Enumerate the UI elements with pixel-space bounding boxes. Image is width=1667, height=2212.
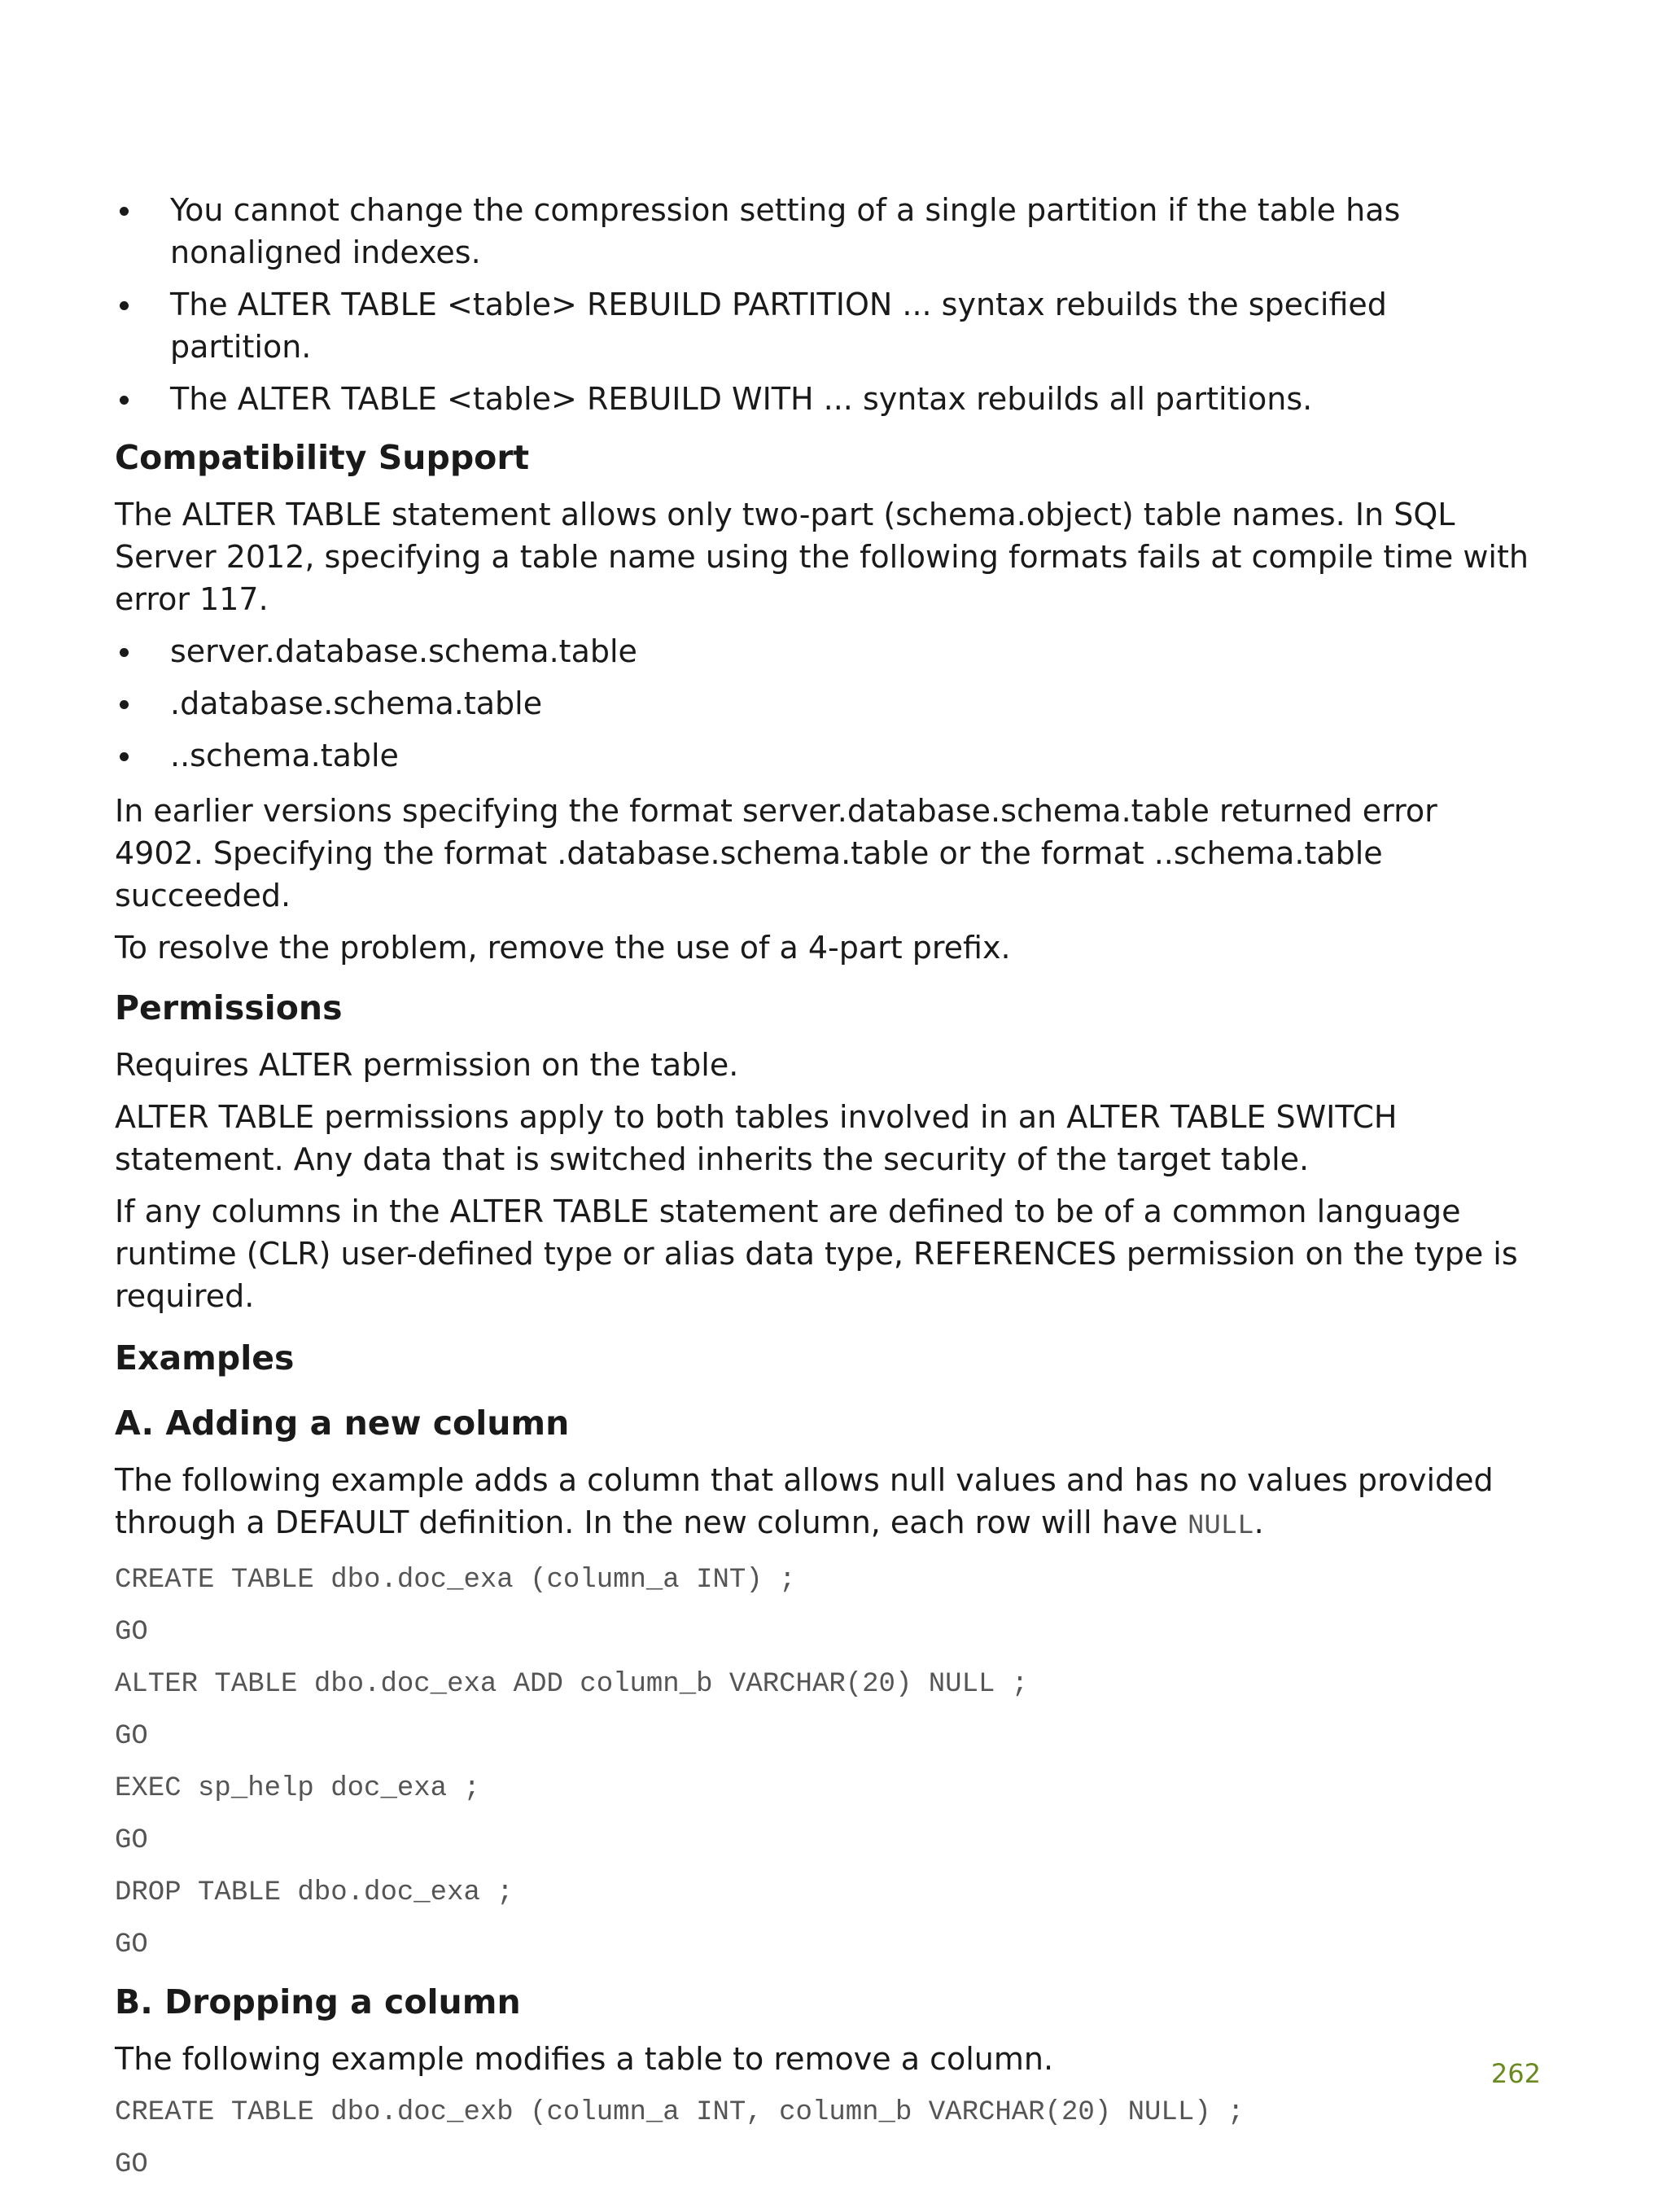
example-heading-b: B. Dropping a column <box>115 1982 521 2021</box>
paragraph: The following example adds a column that allows null values and has no values provided through a DEFAULT definition. In the new column, each row will have NULL. <box>115 1462 1494 1542</box>
list-item: .database.schema.table <box>115 682 1531 725</box>
code-line: CREATE TABLE dbo.doc_exa (column_a INT) ; <box>115 1565 796 1596</box>
section-heading-permissions: Permissions <box>115 988 343 1027</box>
section-heading-examples: Examples <box>115 1338 295 1378</box>
section-heading-compatibility: Compatibility Support <box>115 438 530 477</box>
paragraph: To resolve the problem, remove the use of a 4-part prefix. <box>115 930 1011 966</box>
code-line: GO <box>115 1929 148 1960</box>
paragraph: Requires ALTER permission on the table. <box>115 1047 739 1083</box>
paragraph: The following example modifies a table to remove a column. <box>115 2041 1054 2077</box>
code-block-b <box>115 2095 1531 2183</box>
example-heading-a: A. Adding a new column <box>115 1404 570 1443</box>
paragraph: If any columns in the ALTER TABLE statement are defined to be of a common language runtime (CLR) user-defined type or alias data type, REFERENCES permission on the type is required. <box>115 1194 1518 1314</box>
code-line: EXEC sp_help doc_exa ; <box>115 1773 480 1804</box>
list-item: You cannot change the compression setting of a single partition if the table has nonaligned indexes. <box>115 189 1531 274</box>
document-page <box>115 189 1531 2183</box>
bullet-icon <box>120 207 129 216</box>
code-line: GO <box>115 1617 148 1648</box>
code-line: GO <box>115 1721 148 1752</box>
bullet-icon <box>120 396 129 405</box>
paragraph: ALTER TABLE permissions apply to both tables involved in an ALTER TABLE SWITCH statement. Any data that is switched inherits the security of the target table. <box>115 1099 1398 1177</box>
code-line: DROP TABLE dbo.doc_exa ; <box>115 1877 514 1908</box>
list-item: The ALTER TABLE <table> REBUILD WITH ... syntax rebuilds all partitions. <box>115 378 1531 420</box>
code-line: CREATE TABLE dbo.doc_exb (column_a INT, column_b VARCHAR(20) NULL) ; <box>115 2097 1245 2128</box>
inline-code: NULL <box>1188 1511 1254 1542</box>
list-item: The ALTER TABLE <table> REBUILD PARTITION ... syntax rebuilds the specified partition. <box>115 283 1531 368</box>
code-line: ALTER TABLE dbo.doc_exa ADD column_b VARCHAR(20) NULL ; <box>115 1669 1029 1700</box>
bullet-icon <box>120 301 129 310</box>
bullet-icon <box>120 700 129 709</box>
code-line: GO <box>115 1825 148 1856</box>
code-line: GO <box>115 2149 148 2180</box>
paragraph: The ALTER TABLE statement allows only two-part (schema.object) table names. In SQL Server 2012, specifying a table name using the following formats fails at compile time with error 117. <box>115 497 1529 617</box>
bullet-icon <box>120 648 129 657</box>
paragraph: In earlier versions specifying the format server.database.schema.table returned error 4902. Specifying the format .database.schema.table or the format ..schema.table succeeded. <box>115 793 1437 913</box>
list-item: ..schema.table <box>115 734 1531 777</box>
list-item: server.database.schema.table <box>115 630 1531 672</box>
code-block-a <box>115 1562 1531 1963</box>
page-number: 262 <box>1490 2058 1541 2089</box>
bullet-icon <box>120 752 129 761</box>
